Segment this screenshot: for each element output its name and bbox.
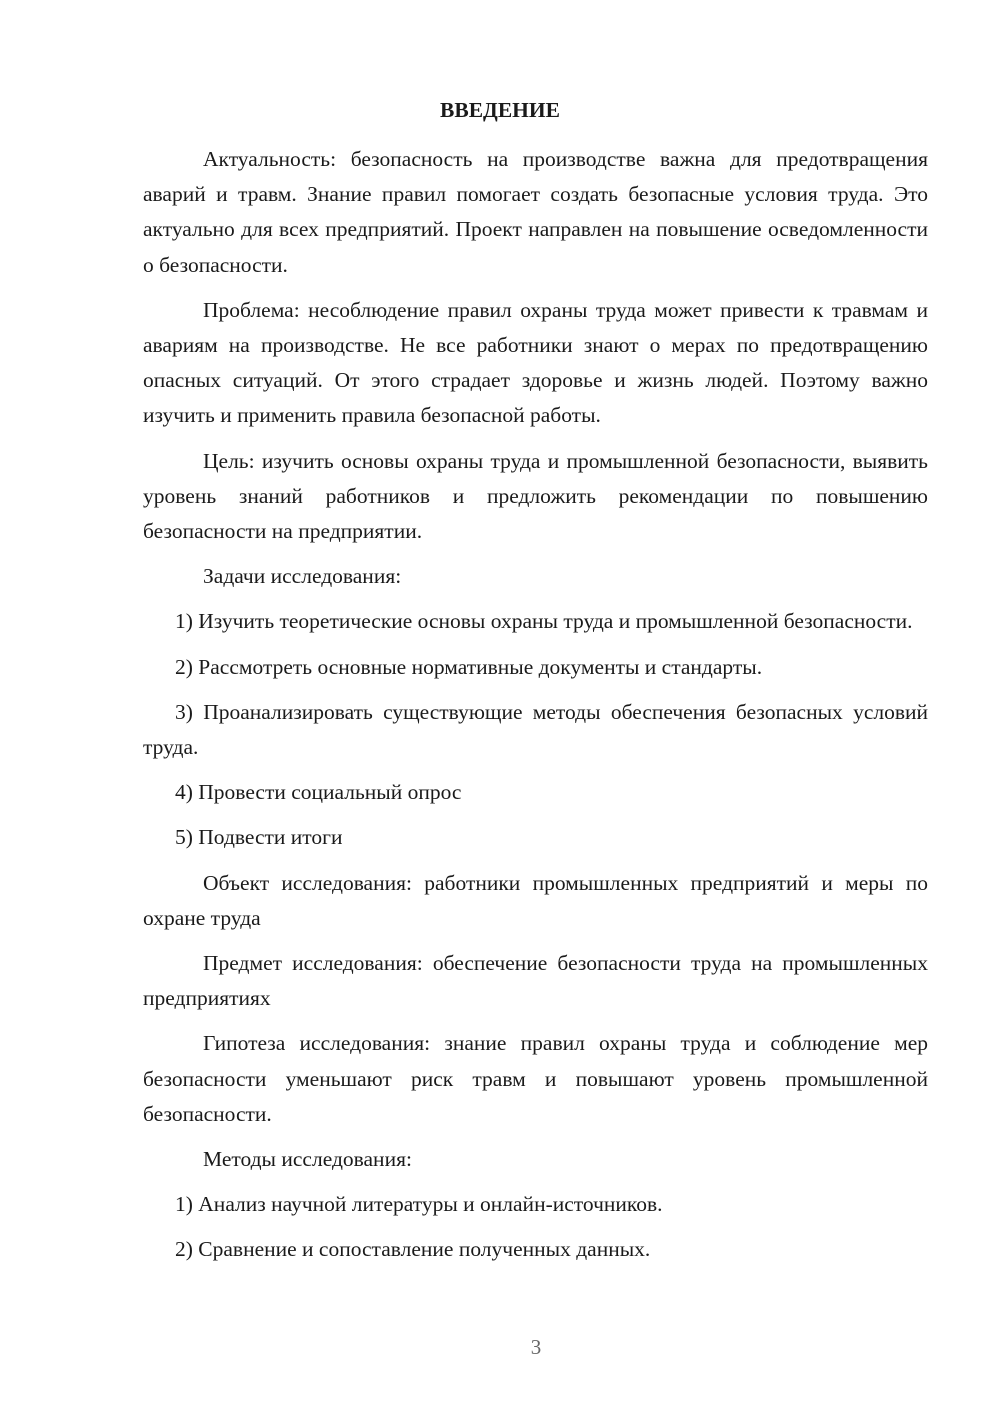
task-item-2: 2) Рассмотреть основные нормативные документы и стандарты. <box>175 654 763 679</box>
paragraph-object: Объект исследования: работники промышленных предприятий и меры по охране труда <box>143 870 928 930</box>
page-title: ВВЕДЕНИЕ <box>440 98 560 122</box>
method-item-2: 2) Сравнение и сопоставление полученных данных. <box>175 1237 651 1262</box>
task-item-5: 5) Подвести итоги <box>175 825 343 850</box>
paragraph-tasks-heading: Задачи исследования: <box>203 564 402 589</box>
task-item-4: 4) Провести социальный опрос <box>175 780 462 805</box>
paragraph-goal: Цель: изучить основы охраны труда и промышленной безопасности, выявить уровень знаний работников и предложить рекомендации по повышению безопасности на предприятии. <box>143 448 928 544</box>
document-body <box>143 142 928 1268</box>
paragraph-methods-heading: Методы исследования: <box>203 1147 412 1172</box>
paragraph-relevance: Актуальность: безопасность на производстве важна для предотвращения аварий и травм. Знание правил помогает создать безопасные условия труда. Это актуально для всех предприятий. Проект направлен на повышение осведомленности о безопасности. <box>143 147 928 277</box>
task-item-1: 1) Изучить теоретические основы охраны труда и промышленной безопасности. <box>175 609 913 634</box>
method-item-1: 1) Анализ научной литературы и онлайн-источников. <box>175 1192 663 1217</box>
page-number: 3 <box>530 1335 542 1359</box>
paragraph-subject: Предмет исследования: обеспечение безопасности труда на промышленных предприятиях <box>143 951 928 1011</box>
task-item-3: 3) Проанализировать существующие методы обеспечения безопасных условий труда. <box>143 699 928 760</box>
paragraph-hypothesis: Гипотеза исследования: знание правил охраны труда и соблюдение мер безопасности уменьшают риск травм и повышают уровень промышленной безопасности. <box>143 1031 928 1126</box>
paragraph-problem: Проблема: несоблюдение правил охраны труда может привести к травмам и авариям на производстве. Не все работники знают о мерах по предотвращению опасных ситуаций. От этого страдает здоровье и жизнь людей. Поэтому важно изучить и применить правила безопасной работы. <box>143 297 928 428</box>
